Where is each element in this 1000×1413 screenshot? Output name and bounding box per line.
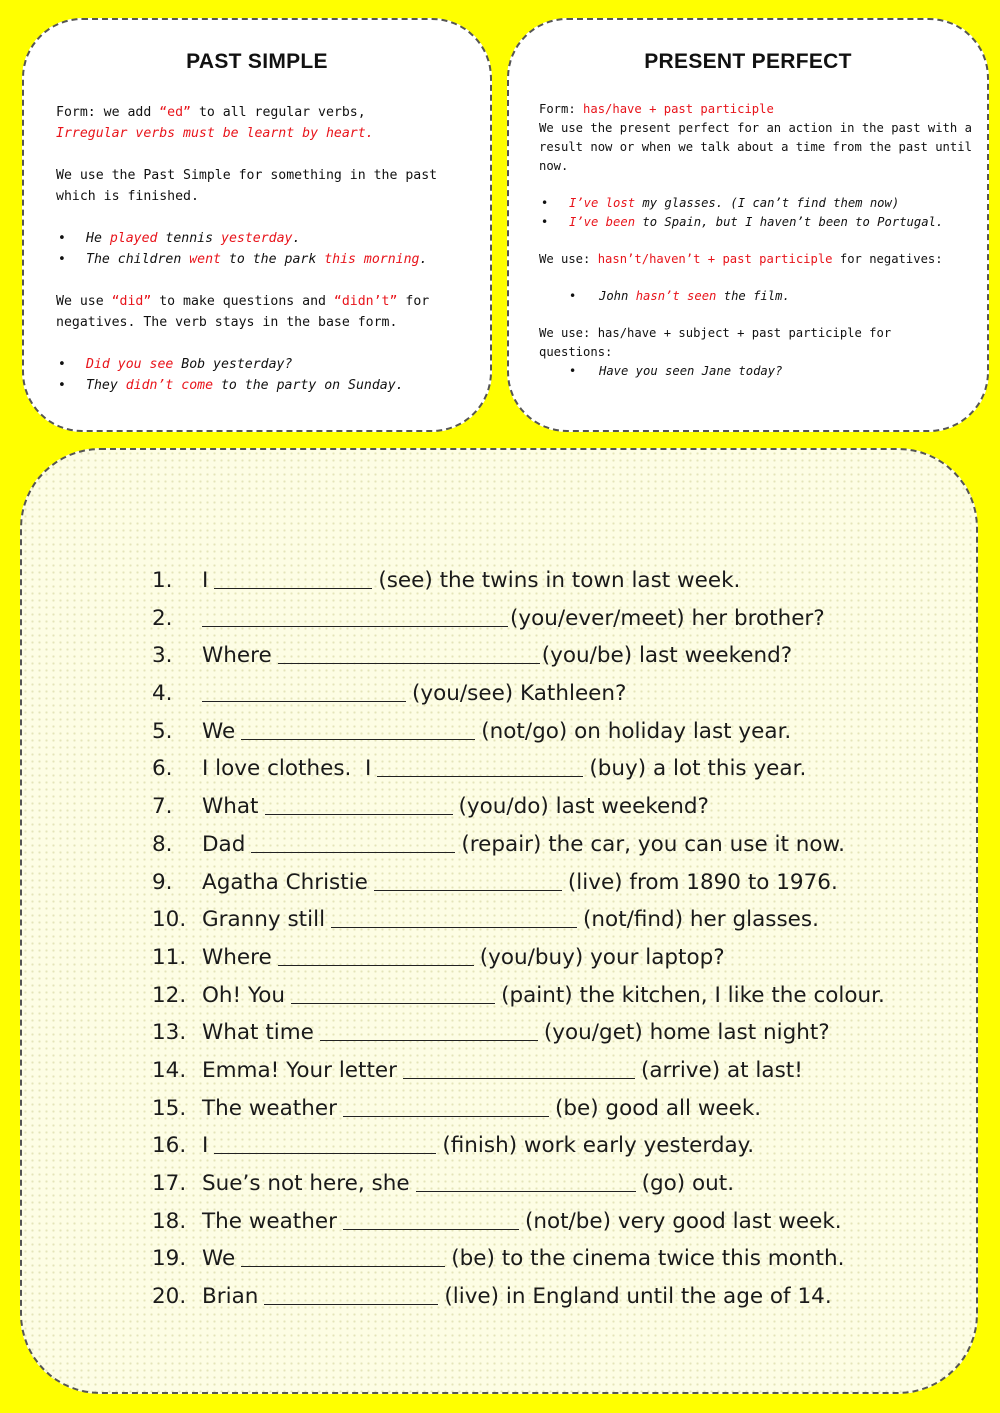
exercise-item: 2. (you/ever/meet) her brother?: [152, 600, 885, 638]
exercise-item: 17. Sue’s not here, she (go) out.: [152, 1165, 885, 1203]
past-simple-body: [56, 102, 476, 396]
question-examples-list: [539, 362, 979, 381]
answer-blank[interactable]: [265, 788, 453, 815]
answer-blank[interactable]: [251, 826, 455, 853]
answer-blank[interactable]: [377, 750, 583, 777]
answer-blank[interactable]: [343, 1203, 519, 1230]
exercise-item: 18. The weather (not/be) very good last week.: [152, 1203, 885, 1241]
use-line-1: We use the present perfect for an action in the past with a: [539, 121, 972, 135]
examples-list: [56, 228, 476, 270]
exercise-item: 15. The weather (be) good all week.: [152, 1090, 885, 1128]
examples-list: [539, 194, 979, 232]
answer-blank[interactable]: [331, 901, 577, 928]
did-line-1: We use “did” to make questions and “didn’t” for: [56, 294, 430, 309]
answer-blank[interactable]: [403, 1052, 635, 1079]
exercise-item: 6. I love clothes. I (buy) a lot this year.: [152, 750, 885, 788]
past-simple-card: [22, 18, 492, 432]
example-item: • He played tennis yesterday.: [56, 228, 476, 249]
past-simple-title: PAST SIMPLE: [186, 50, 328, 73]
answer-blank[interactable]: [202, 675, 406, 702]
answer-blank[interactable]: [343, 1090, 549, 1117]
example-item: • The children went to the park this morning.: [56, 249, 476, 270]
answer-blank[interactable]: [278, 939, 474, 966]
exercise-item: 3. Where (you/be) last weekend?: [152, 637, 885, 675]
exercise-item: 1. I (see) the twins in town last week.: [152, 562, 885, 600]
use-line-3: now.: [539, 159, 569, 173]
exercise-item: 13. What time (you/get) home last night?: [152, 1014, 885, 1052]
negative-examples-list: [539, 287, 979, 306]
example-item: • I’ve been to Spain, but I haven’t been to Portugal.: [539, 213, 979, 232]
form-line: Form: we add “ed” to all regular verbs,: [56, 105, 366, 120]
answer-blank[interactable]: [320, 1014, 538, 1041]
irregular-note: Irregular verbs must be learnt by heart.: [56, 126, 374, 141]
exercise-item: 10. Granny still (not/find) her glasses.: [152, 901, 885, 939]
negatives-line: We use: hasn’t/haven’t + past participle for negatives:: [539, 252, 943, 266]
example-item: • John hasn’t seen the film.: [539, 287, 979, 306]
answer-blank[interactable]: [241, 713, 475, 740]
questions-line-2: questions:: [539, 345, 613, 359]
example-item: • Have you seen Jane today?: [539, 362, 979, 381]
exercise-item: 19. We (be) to the cinema twice this month.: [152, 1240, 885, 1278]
present-perfect-body: [539, 100, 979, 381]
form-line: Form: has/have + past participle: [539, 102, 774, 116]
answer-blank[interactable]: [278, 637, 540, 664]
use-line-2: result now or when we talk about a time from the past until: [539, 140, 972, 154]
exercise-card: [20, 448, 978, 1394]
exercise-item: 7. What (you/do) last weekend?: [152, 788, 885, 826]
answer-blank[interactable]: [214, 1127, 436, 1154]
exercise-item: 4. (you/see) Kathleen?: [152, 675, 885, 713]
did-line-2: negatives. The verb stays in the base form.: [56, 315, 398, 330]
answer-blank[interactable]: [202, 600, 508, 627]
questions-line-1: We use: has/have + subject + past participle for: [539, 326, 892, 340]
exercise-item: 8. Dad (repair) the car, you can use it now.: [152, 826, 885, 864]
use-line-1: We use the Past Simple for something in the past: [56, 168, 438, 183]
answer-blank[interactable]: [264, 1278, 438, 1305]
example-item: • I’ve lost my glasses. (I can’t find them now): [539, 194, 979, 213]
example-item: • Did you see Bob yesterday?: [56, 354, 476, 375]
answer-blank[interactable]: [241, 1240, 445, 1267]
exercise-item: 16. I (finish) work early yesterday.: [152, 1127, 885, 1165]
exercise-item: 14. Emma! Your letter (arrive) at last!: [152, 1052, 885, 1090]
answer-blank[interactable]: [374, 864, 562, 891]
exercise-item: 5. We (not/go) on holiday last year.: [152, 713, 885, 751]
exercise-item: 12. Oh! You (paint) the kitchen, I like the colour.: [152, 977, 885, 1015]
exercise-item: 20. Brian (live) in England until the age of 14.: [152, 1278, 885, 1316]
answer-blank[interactable]: [416, 1165, 636, 1192]
present-perfect-card: [507, 18, 989, 432]
example-item: • They didn’t come to the party on Sunday.: [56, 375, 476, 396]
use-line-2: which is finished.: [56, 189, 199, 204]
question-examples-list: [56, 354, 476, 396]
answer-blank[interactable]: [214, 562, 372, 589]
present-perfect-title: PRESENT PERFECT: [644, 50, 852, 73]
exercise-item: 11. Where (you/buy) your laptop?: [152, 939, 885, 977]
answer-blank[interactable]: [291, 977, 495, 1004]
exercise-list: [152, 562, 885, 1316]
exercise-item: 9. Agatha Christie (live) from 1890 to 1976.: [152, 864, 885, 902]
